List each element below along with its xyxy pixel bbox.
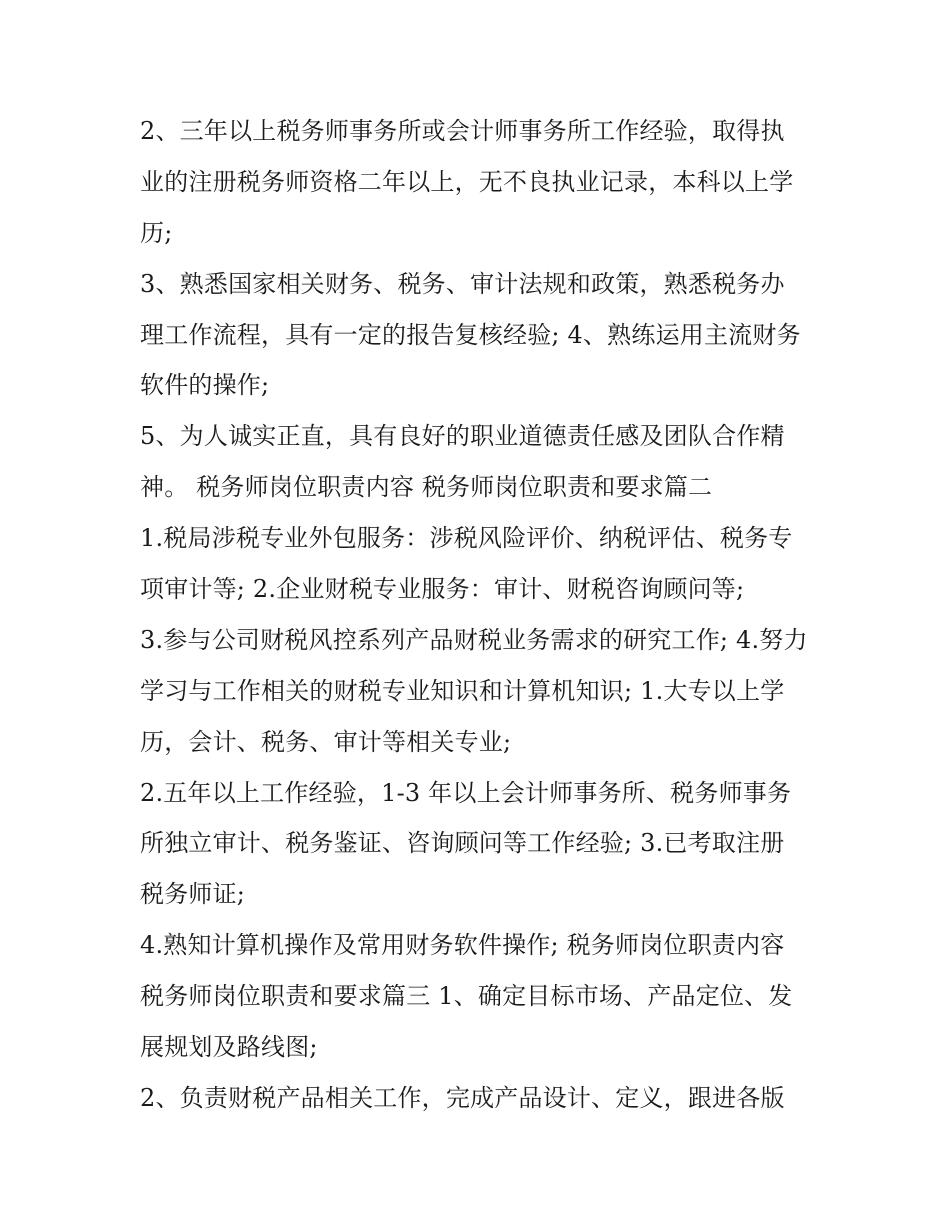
text-line: 2、三年以上税务师事务所或会计师事务所工作经验，取得执 [140,117,785,145]
text-line: 所独立审计、税务鉴证、咨询顾问等工作经验; 3.已考取注册 [140,829,785,858]
text-line: 软件的操作; [140,371,270,400]
text-line: 历; [140,218,173,247]
text-line: 历，会计、税务、审计等相关专业; [140,727,512,756]
text-line: 2.五年以上工作经验，1-3 年以上会计师事务所、税务师事务 [140,778,792,807]
text-line: 3、熟悉国家相关财务、税务、审计法规和政策，熟悉税务办 [140,269,785,298]
text-line: 5、为人诚实正直，具有良好的职业道德责任感及团队合作精 [140,422,785,451]
text-line: 项审计等; 2.企业财税专业服务：审计、财税咨询顾问等; [140,575,745,604]
text-line: 学习与工作相关的财税专业知识和计算机知识; 1.大专以上学 [140,676,785,705]
text-line: 税务师证; [140,880,246,909]
text-line: 展规划及路线图; [140,1033,318,1062]
document-body [140,106,820,1124]
text-line: 神。 税务师岗位职责内容 税务师岗位职责和要求篇二 [140,473,713,502]
text-line: 理工作流程，具有一定的报告复核经验; 4、熟练运用主流财务 [140,320,801,349]
text-line: 4.熟知计算机操作及常用财务软件操作; 税务师岗位职责内容 [140,931,785,960]
text-line: 2、负责财税产品相关工作，完成产品设计、定义，跟进各版 [140,1083,785,1112]
text-line: 业的注册税务师资格二年以上，无不良执业记录，本科以上学 [140,167,794,196]
text-line: 税务师岗位职责和要求篇三 1、确定目标市场、产品定位、发 [140,982,793,1011]
text-line: 1.税局涉税专业外包服务：涉税风险评价、纳税评估、税务专 [140,524,793,553]
text-line: 3.参与公司财税风控系列产品财税业务需求的研究工作; 4.努力 [140,625,808,654]
